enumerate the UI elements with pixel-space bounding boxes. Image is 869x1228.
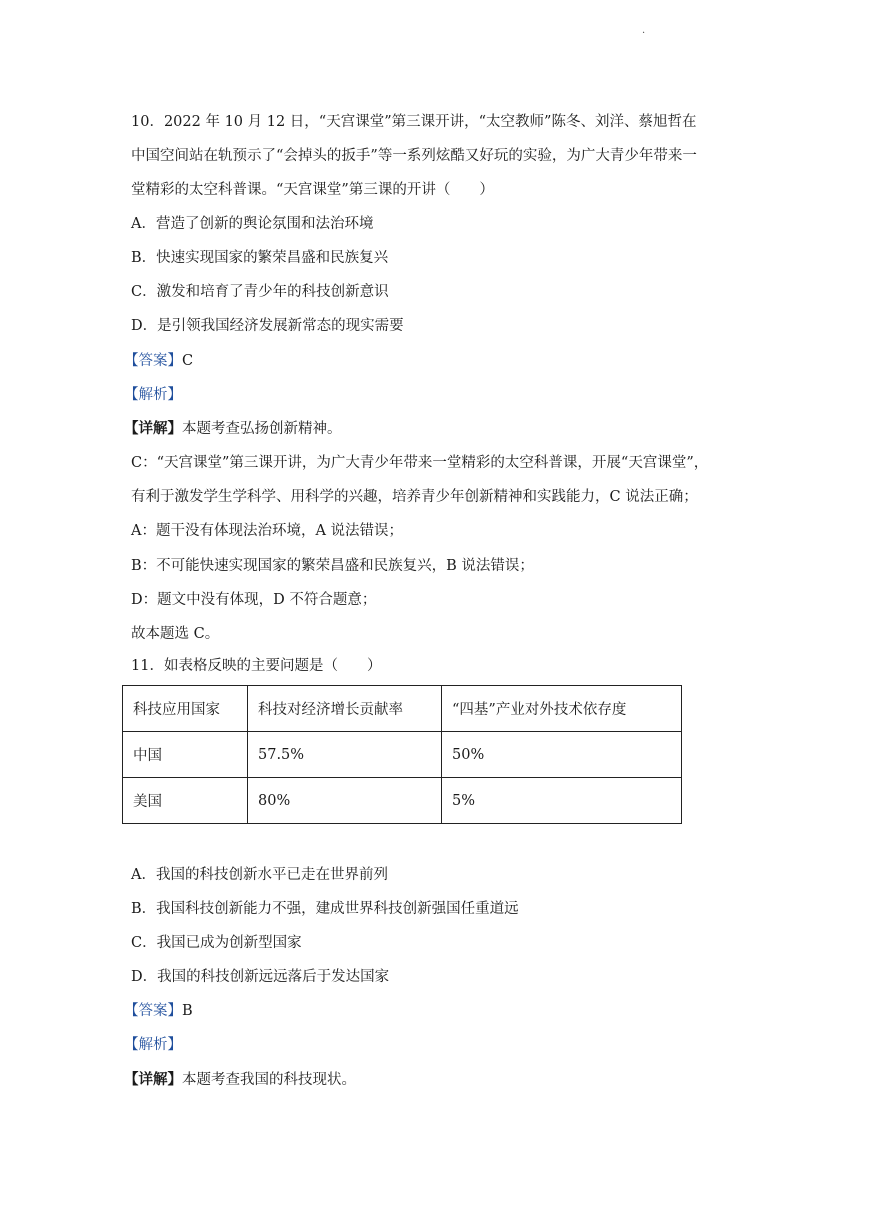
q11-stem: 11．如表格反映的主要问题是（ ） [131, 658, 382, 674]
q11-option-b: B．我国科技创新能力不强，建成世界科技创新强国任重道远 [131, 901, 519, 917]
q10-explanation-line-2: 有利于激发学生学科学、用科学的兴趣，培养青少年创新精神和实践能力，C 说法正确； [131, 489, 698, 505]
table-cell: 美国 [123, 778, 248, 824]
q11-answer-label: 【答案】 [124, 1003, 182, 1019]
q10-stem-line-2: 中国空间站在轨预示了“会掉头的扳手”等一系列炫酷又好玩的实验，为广大青少年带来一 [131, 148, 697, 164]
q10-explanation-line-6: 故本题选 C。 [131, 626, 220, 642]
q10-answer-value: C [182, 353, 194, 369]
q11-detail-text: 本题考查我国的科技现状。 [182, 1072, 356, 1088]
q10-option-a: A．营造了创新的舆论氛围和法治环境 [131, 216, 374, 232]
table-cell: 50% [442, 732, 682, 778]
table-row [123, 732, 682, 778]
q11-data-table [122, 685, 682, 824]
q10-explanation-line-5: D：题文中没有体现，D 不符合题意； [131, 592, 377, 608]
q11-detail-label: 【详解】 [124, 1071, 182, 1088]
table-row [123, 778, 682, 824]
q11-answer [124, 1001, 193, 1021]
q11-option-a: A．我国的科技创新水平已走在世界前列 [131, 867, 388, 883]
q10-answer [124, 351, 193, 371]
q10-explanation-line-3: A：题干没有体现法治环境，A 说法错误； [131, 523, 404, 539]
q11-answer-value: B [182, 1003, 193, 1019]
q11-option-c: C．我国已成为创新型国家 [131, 935, 302, 951]
q10-analysis-label: 【解析】 [124, 387, 182, 403]
q10-answer-label: 【答案】 [124, 353, 182, 369]
q11-analysis-label: 【解析】 [124, 1037, 182, 1053]
table-header-cell: “四基”产业对外技术依存度 [442, 686, 682, 732]
table-header-cell: 科技对经济增长贡献率 [248, 686, 442, 732]
q10-stem-line-3: 堂精彩的太空科普课。“天宫课堂”第三课的开讲（ ） [131, 182, 494, 198]
table-header-cell: 科技应用国家 [123, 686, 248, 732]
table-cell: 5% [442, 778, 682, 824]
q11-detail [124, 1070, 356, 1090]
q10-detail-text: 本题考查弘扬创新精神。 [182, 421, 342, 437]
q10-option-b: B．快速实现国家的繁荣昌盛和民族复兴 [131, 250, 389, 266]
table-cell: 57.5% [248, 732, 442, 778]
q10-stem-line-1: 10．2022 年 10 月 12 日，“天宫课堂”第三课开讲，“太空教师”陈冬、刘洋、蔡旭哲在 [131, 114, 697, 130]
table-cell: 80% [248, 778, 442, 824]
q10-detail-label: 【详解】 [124, 420, 182, 437]
table-header-row [123, 686, 682, 732]
header-mark: · [642, 28, 646, 39]
table-cell: 中国 [123, 732, 248, 778]
q10-option-c: C．激发和培育了青少年的科技创新意识 [131, 284, 389, 300]
q10-explanation-line-4: B：不可能快速实现国家的繁荣昌盛和民族复兴，B 说法错误； [131, 558, 534, 574]
q10-detail [124, 419, 342, 439]
q10-option-d: D．是引领我国经济发展新常态的现实需要 [131, 318, 404, 334]
q11-option-d: D．我国的科技创新远远落后于发达国家 [131, 969, 390, 985]
q10-explanation-line-1: C：“天宫课堂”第三课开讲，为广大青少年带来一堂精彩的太空科普课，开展“天宫课堂”， [131, 455, 709, 471]
